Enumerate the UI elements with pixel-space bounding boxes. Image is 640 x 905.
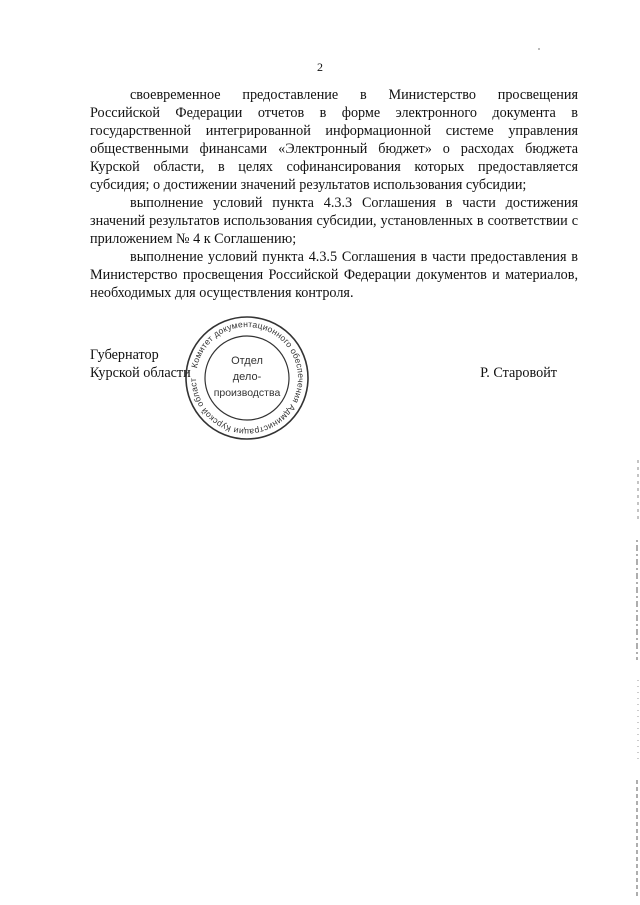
- office-stamp: [180, 306, 311, 442]
- page-number: 2: [317, 60, 323, 74]
- signatory-title: [90, 346, 191, 382]
- stamp-center-line2: дело-: [232, 371, 262, 383]
- scan-edge-marks: [634, 460, 640, 900]
- document-body: [90, 86, 578, 302]
- scan-edge-graphic: [634, 460, 640, 900]
- stamp-center-line1: Отдел: [231, 355, 263, 367]
- paragraph-reporting: своевременное предоставление в Министерство просвещения Российской Федерации отчетов в форме электронного документа в государственной интегрированной информационной системе управления общественными финансами «Электронный бюджет» о расходах бюджета Курской области, в целях софинансирования которых предоставляется субсидия; о достижении значений результатов использования субсидии;: [90, 87, 578, 193]
- stamp-ring-text: Комитет документационного обеспечения Администрации Курской области: [180, 306, 307, 438]
- stamp-center-line3: производства: [213, 387, 281, 399]
- signatory-title-line2: Курской области: [90, 365, 191, 381]
- scan-speck: [538, 48, 540, 50]
- paragraph-condition-4-3-5: выполнение условий пункта 4.3.5 Соглашения в части предоставления в Министерство просвещения Российской Федерации документов и материалов, необходимых для осуществления контроля.: [90, 249, 578, 301]
- signatory-title-line1: Губернатор: [90, 347, 159, 363]
- paragraph-condition-4-3-3: выполнение условий пункта 4.3.3 Соглашения в части достижения значений результатов использования субсидии, установленных в соответствии с приложением № 4 к Соглашению;: [90, 195, 578, 247]
- signatory-name: Р. Старовойт: [480, 365, 557, 381]
- stamp-graphic: [180, 306, 311, 442]
